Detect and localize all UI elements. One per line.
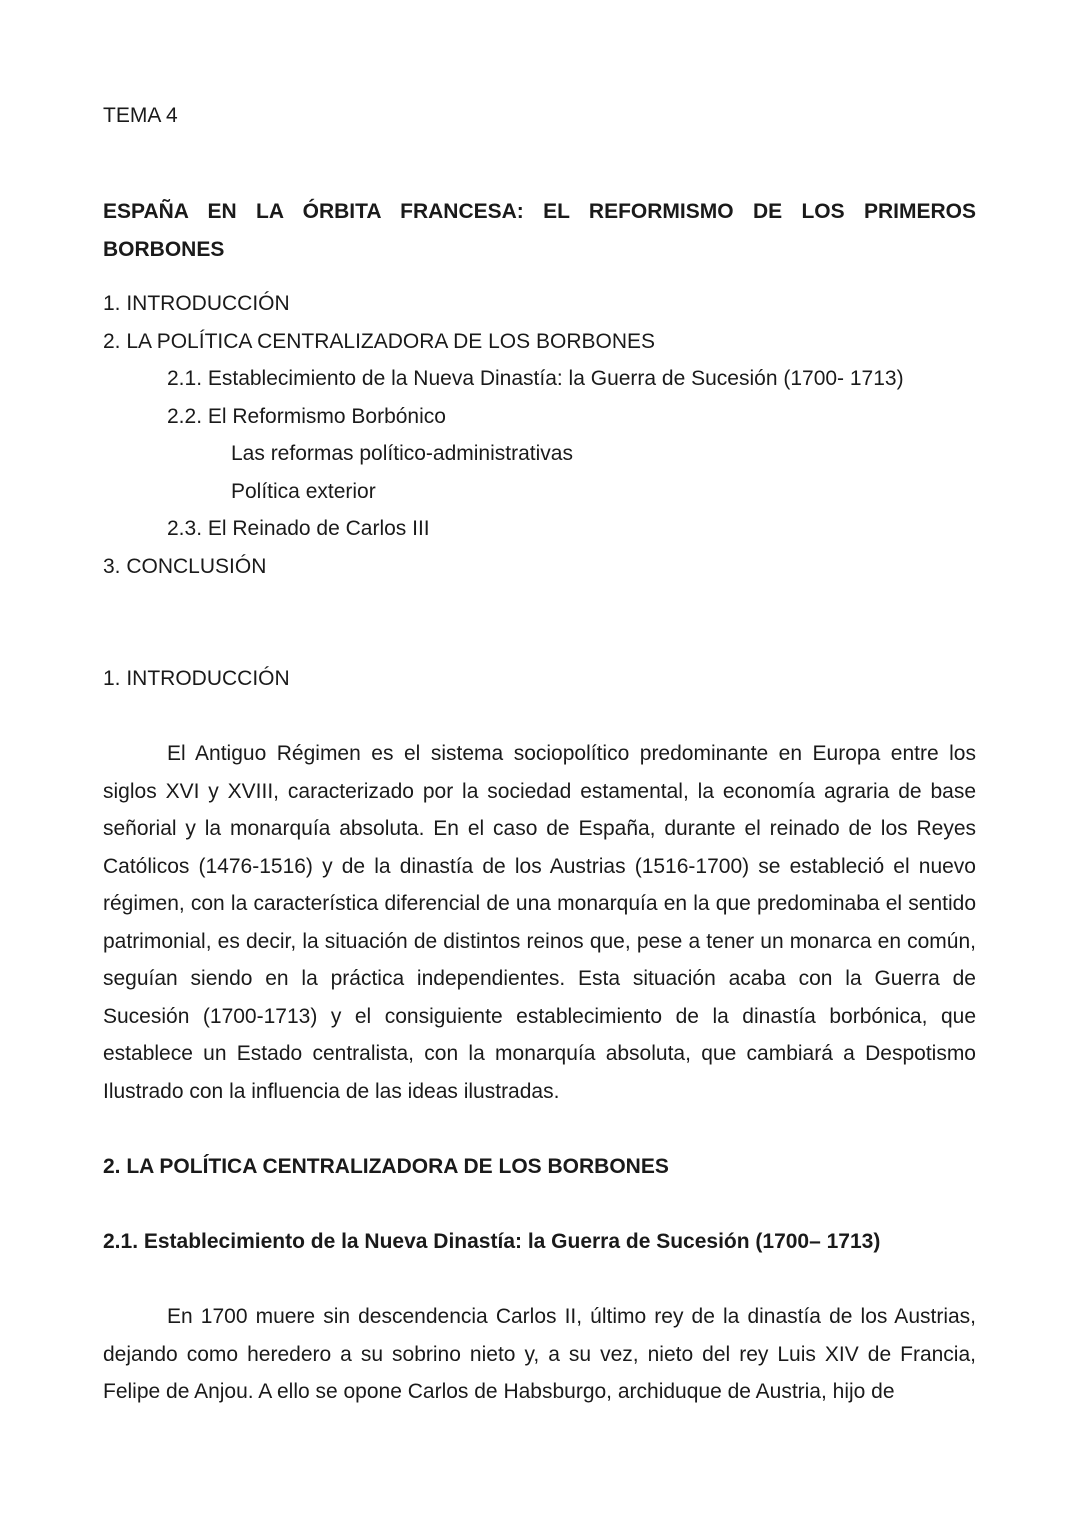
toc-item: Las reformas político-administrativas xyxy=(231,442,573,465)
tema-label: TEMA 4 xyxy=(103,104,178,127)
section-1-heading: 1. INTRODUCCIÓN xyxy=(103,667,290,690)
toc-item: 2.3. El Reinado de Carlos III xyxy=(167,517,430,540)
section-2-heading: 2. LA POLÍTICA CENTRALIZADORA DE LOS BORBONES xyxy=(103,1155,669,1178)
section-1-paragraph: El Antiguo Régimen es el sistema sociopolítico predominante en Europa entre los siglos XVI y XVIII, caracterizado por la sociedad estamental, la economía agraria de base señorial y la monarquía absoluta. En el caso de España, durante el reinado de los Reyes Católicos (1476-1516) y de la dinastía de los Austrias (1516-1700) se estableció el nuevo régimen, con la característica diferencial de una monarquía en la que predominaba el sentido patrimonial, es decir, la situación de distintos reinos que, pese a tener un monarca en común, seguían siendo en la práctica independientes. Esta situación acaba con la Guerra de Sucesión (1700-1713) y el consiguiente establecimiento de la dinastía borbónica, que establece un Estado centralista, con la monarquía absoluta, que cambiará a Despotismo Ilustrado con la influencia de las ideas ilustradas. xyxy=(103,742,976,1103)
document-title: ESPAÑA EN LA ÓRBITA FRANCESA: EL REFORMISMO DE LOS PRIMEROS BORBONES xyxy=(103,200,976,261)
table-of-contents xyxy=(103,285,976,585)
toc-item: 1. INTRODUCCIÓN xyxy=(103,292,290,315)
toc-item: 2.2. El Reformismo Borbónico xyxy=(167,404,446,428)
section-2-1-heading: 2.1. Establecimiento de la Nueva Dinastía: la Guerra de Sucesión (1700– 1713) xyxy=(103,1230,881,1253)
toc-item: 3. CONCLUSIÓN xyxy=(103,554,267,578)
toc-item: Política exterior xyxy=(231,479,376,503)
toc-item: 2.1. Establecimiento de la Nueva Dinastía: la Guerra de Sucesión (1700- 1713) xyxy=(167,367,904,390)
section-2-1-paragraph: En 1700 muere sin descendencia Carlos II, último rey de la dinastía de los Austrias, dejando como heredero a su sobrino nieto y, a su vez, nieto del rey Luis XIV de Francia, Felipe de Anjou. A ello se opone Carlos de Habsburgo, archiduque de Austria, hijo de xyxy=(103,1305,976,1403)
toc-item: 2. LA POLÍTICA CENTRALIZADORA DE LOS BORBONES xyxy=(103,329,655,353)
